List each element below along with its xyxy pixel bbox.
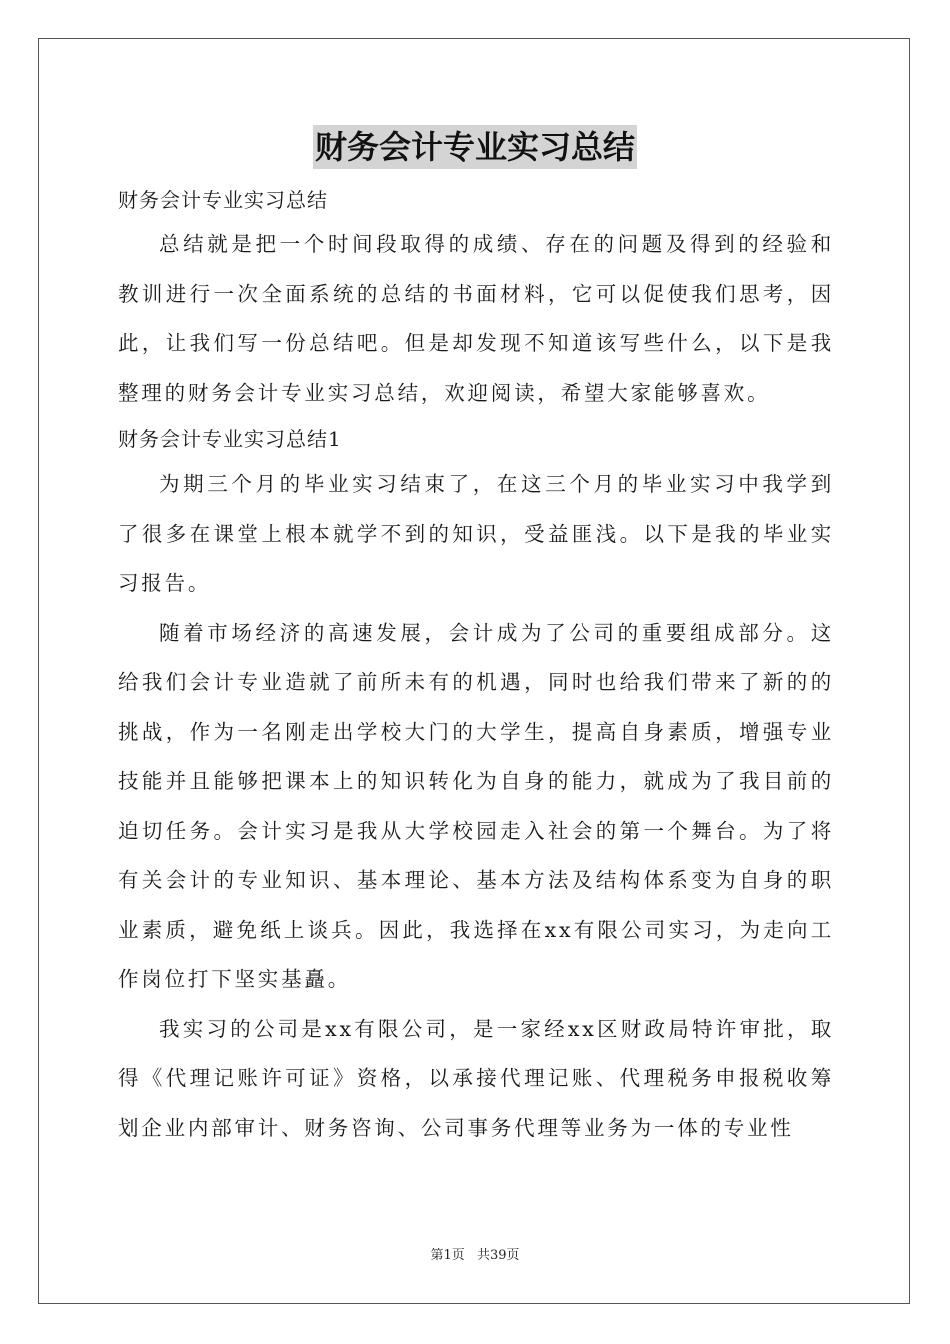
- intro-paragraph: 总结就是把一个时间段取得的成绩、存在的问题及得到的经验和教训进行一次全面系统的总结的书面材料，它可以促使我们思考，因此，让我们写一份总结吧。但是却发现不知道该写些什么，以下是我整理的财务会计专业实习总结，欢迎阅读，希望大家能够喜欢。: [118, 232, 834, 405]
- body-paragraph-1: 为期三个月的毕业实习结束了，在这三个月的毕业实习中我学到了很多在课堂上根本就学不到的知识，受益匪浅。以下是我的毕业实习报告。: [118, 472, 834, 595]
- document-title: 财务会计专业实习总结: [313, 125, 637, 169]
- section-heading: 财务会计专业实习总结1: [118, 427, 342, 451]
- page-footer: [0, 1244, 950, 1263]
- page-number: 第1页: [430, 1248, 465, 1263]
- total-pages: 共39页: [476, 1248, 520, 1263]
- body-paragraph-2: 随着市场经济的高速发展，会计成为了公司的重要组成部分。这给我们会计专业造就了前所未有的机遇，同时也给我们带来了新的的挑战，作为一名刚走出学校大门的大学生，提高自身素质，增强专业技能并且能够把课本上的知识转化为自身的能力，就成为了我目前的迫切任务。会计实习是我从大学校园走入社会的第一个舞台。为了将有关会计的专业知识、基本理论、基本方法及结构体系变为自身的职业素质，避免纸上谈兵。因此，我选择在xx有限公司实习，为走向工作岗位打下坚实基矗。: [118, 620, 834, 991]
- intro-heading: 财务会计专业实习总结: [118, 188, 328, 212]
- document-body: [118, 180, 834, 1153]
- title-container: [0, 125, 950, 169]
- body-paragraph-3: 我实习的公司是xx有限公司，是一家经xx区财政局特许审批，取得《代理记账许可证》资格，以承接代理记账、代理税务申报税收筹划企业内部审计、财务咨询、公司事务代理等业务为一体的专业性: [118, 1016, 834, 1140]
